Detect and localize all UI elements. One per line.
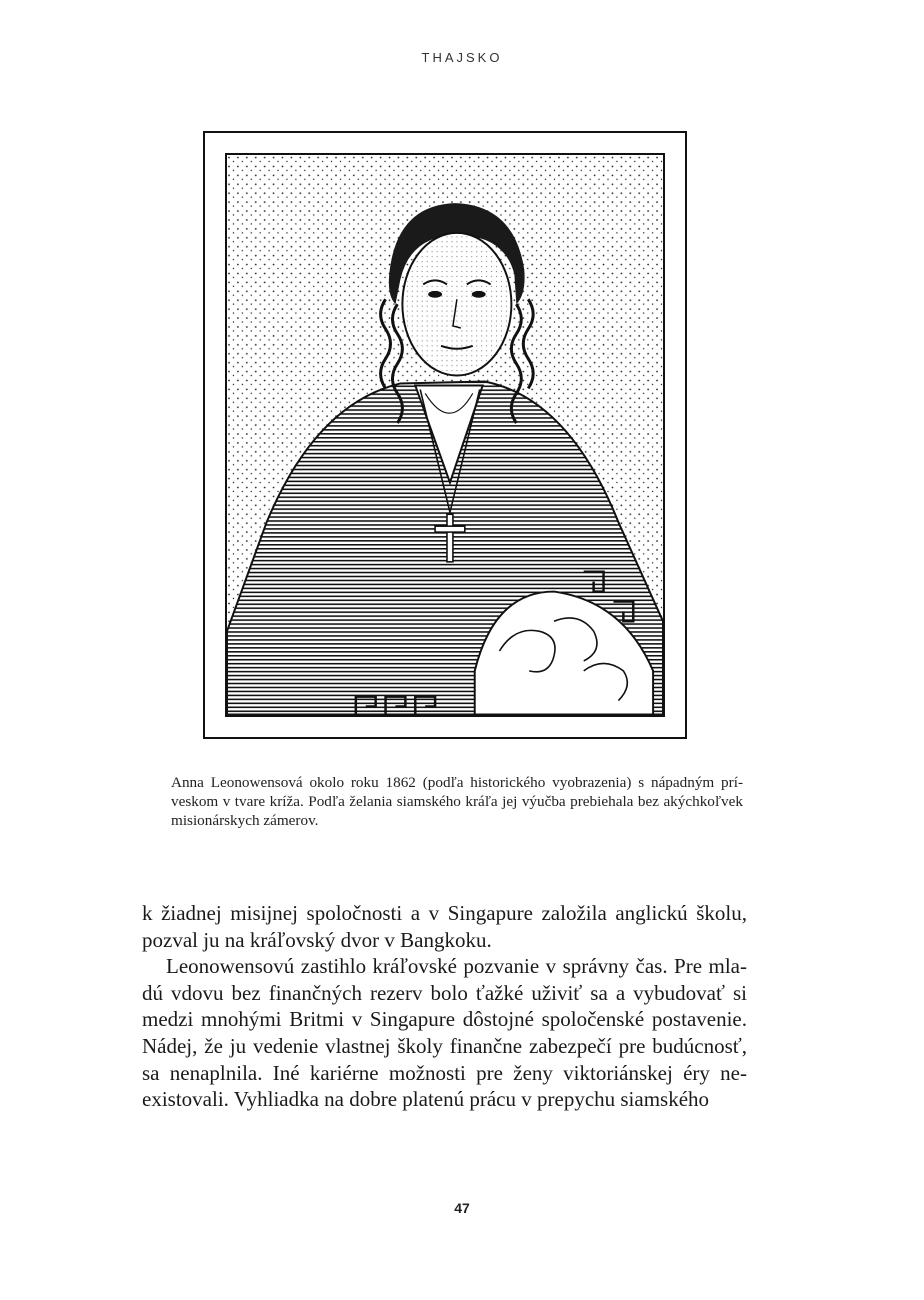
figure-caption: Anna Leonowensová okolo roku 1862 (podľa historického vyobrazenia) s nápadným príveskom v tvare kríža. Podľa želania siamského kráľa jej výučba prebiehala bez akýchkoľvek misionárskych zámerov. bbox=[171, 774, 743, 829]
paragraph: k žiadnej misijnej spoločnosti a v Singapure založila anglickú školu, pozval ju na kráľovský dvor v Bangkoku. bbox=[142, 901, 747, 952]
portrait-engraving-icon bbox=[225, 153, 665, 717]
portrait-figure bbox=[203, 131, 687, 739]
body-text bbox=[142, 900, 747, 1113]
paragraph: Leonowensovú zastihlo kráľovské pozvanie v správny čas. Pre mladú vdovu bez finančných rezerv bolo ťažké uživiť sa a vybudovať si medzi mnohými Britmi v Singapure dôstojné spoločenské postavenie. Nádej, že ju vedenie vlastnej školy finančne zabezpečí pre budúcnosť, sa nenaplnila. Iné kariérne možnosti pre ženy viktoriánskej éry neexistovali. Vyhliadka na dobre platenú prácu v prepychu siamského bbox=[142, 954, 747, 1112]
page-number: 47 bbox=[454, 1200, 470, 1216]
running-head: THAJSKO bbox=[421, 50, 503, 65]
